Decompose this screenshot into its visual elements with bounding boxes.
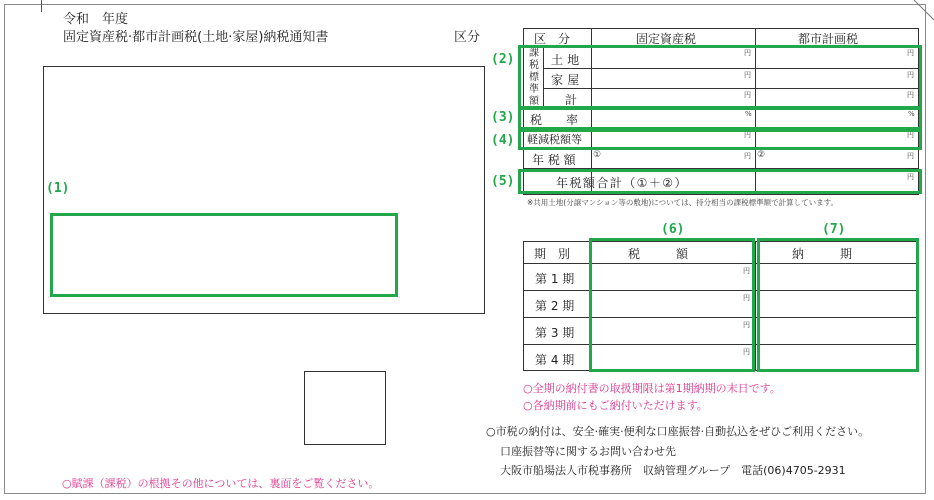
label-1: (1): [46, 181, 70, 196]
unit-yen: 円: [743, 321, 750, 329]
bottom-notice: ○賦課（課税）の根拠その他については、裏面をご覧ください。: [62, 477, 380, 490]
circle-2-mark: ②: [757, 150, 766, 160]
corner-mark: [41, 0, 42, 12]
notice-contact-office: 大阪市船場法人市税事務所 収納管理グループ 電話(06)4705-2931: [500, 464, 846, 477]
label-3: (3): [491, 110, 515, 125]
tax-header-city-planning: 都市計画税: [798, 32, 859, 46]
unit-yen: 円: [907, 173, 914, 181]
highlight-5-grand-total: [518, 169, 922, 194]
period-col-line-2: [755, 241, 756, 371]
label-2: (2): [491, 52, 515, 67]
row-label-rate: 税 率: [530, 113, 579, 127]
row-label-annual: 年 税 額: [532, 153, 576, 167]
row-label-house: 家屋: [551, 73, 584, 87]
unit-yen: 円: [744, 152, 751, 160]
unit-yen: 円: [744, 49, 751, 57]
label-7: (7): [822, 222, 846, 237]
highlight-3-tax-rate: [518, 107, 922, 130]
notice-deadline: ○全期の納付書の取扱期限は第1期納期の末日です。: [523, 382, 781, 395]
tax-footnote: ※共用土地(分譲マンション等の敷地)については、持分相当の課税標準額で計算しています。: [527, 198, 839, 207]
row-label-reduction: 軽減税額等: [527, 133, 582, 146]
kubun-label: 区分: [454, 30, 481, 45]
unit-percent: %: [745, 110, 752, 118]
notice-account-transfer: ○市税の納付は、安全·確実·便利な口座振替·自動払込をぜひご利用ください。: [486, 425, 870, 438]
row-label-total: 計: [565, 93, 578, 107]
highlight-4-reduction: [518, 129, 922, 150]
corner-fold: [910, 0, 934, 24]
label-6: (6): [661, 222, 685, 237]
highlight-1-address: [50, 213, 398, 297]
highlight-6-tax-amount: [589, 238, 755, 372]
period-header-due-date: 納 期: [792, 247, 853, 261]
unit-yen: 円: [743, 348, 750, 356]
unit-yen: 円: [907, 131, 914, 139]
highlight-7-due-date: [757, 238, 919, 372]
unit-percent: %: [908, 110, 915, 118]
notice-inquiry-heading: 口座振替等に関するお問い合わせ先: [500, 445, 676, 458]
period-row-3: 第 3 期: [535, 326, 575, 340]
period-row-1: 第 1 期: [535, 272, 575, 286]
unit-yen: 円: [743, 294, 750, 302]
unit-yen: 円: [744, 71, 751, 79]
unit-yen: 円: [743, 267, 750, 275]
highlight-2-tax-base: [518, 45, 922, 109]
notice-early-payment: ○各納期前にもご納付いただけます。: [523, 399, 708, 412]
period-row-4: 第 4 期: [535, 353, 575, 367]
unit-yen: 円: [744, 131, 751, 139]
label-5: (5): [491, 174, 515, 189]
tax-base-group-label: 課 税 標 準 額: [529, 48, 539, 107]
unit-yen: 円: [744, 91, 751, 99]
row-label-grand-total: 年税額合計（①＋②）: [556, 176, 688, 190]
era-year: 令和 年度: [63, 12, 129, 27]
period-row-2: 第 2 期: [535, 299, 575, 313]
tax-header-kubun: 区 分: [534, 32, 571, 46]
tax-header-fixed-asset: 固定資産税: [636, 32, 697, 46]
label-4: (4): [491, 133, 515, 148]
unit-yen: 円: [907, 71, 914, 79]
unit-yen: 円: [907, 152, 914, 160]
period-header-kibetsu: 期 別: [534, 247, 571, 261]
row-label-land: 土地: [551, 53, 584, 67]
unit-yen: 円: [907, 49, 914, 57]
document-title: 固定資産税·都市計画税(土地·家屋)納税通知書: [63, 30, 329, 45]
stamp-box: [304, 371, 386, 445]
unit-yen: 円: [907, 91, 914, 99]
period-header-tax-amount: 税 額: [628, 247, 689, 261]
circle-1-mark: ①: [593, 150, 602, 160]
